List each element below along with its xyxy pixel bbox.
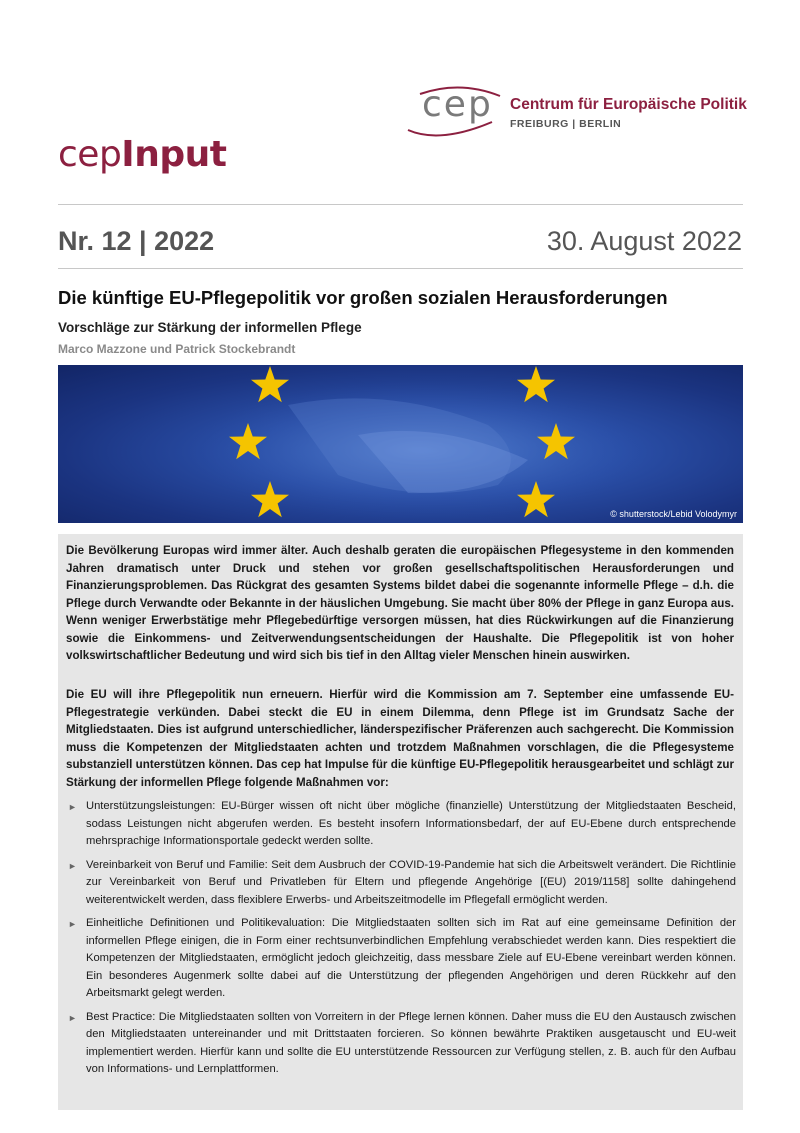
org-cities: FREIBURG | BERLIN [510,118,622,130]
header-divider [58,204,743,205]
bullet-arrow-icon: ► [68,802,77,812]
logo-text: cep [422,84,493,125]
image-credit: © shutterstock/Lebid Volodymyr [610,509,737,519]
eu-stars-icon [58,365,743,523]
list-item [66,915,736,1003]
measures-list [66,798,736,1085]
bullet-text: Vereinbarkeit von Beruf und Familie: Seit dem Ausbruch der COVID-19-Pandemie hat sich die Arbeitswelt verändert. Die Richtlinie zur Vereinbarkeit von Beruf und Privatleben für Eltern und pflegende Angehörige [(EU) 2019/1158] sollte dahingehend weiterentwickelt werden, dass flexiblere Erwerbs- und Arbeitszeitmodelle im Pflegefall ermöglicht werden. [86,858,736,906]
bullet-text: Best Practice: Die Mitgliedstaaten sollten von Vorreitern in der Pflege lernen können. Daher muss die EU den Austausch zwischen den Mitgliedstaaten untereinander und mit Drittstaaten forcieren. So können bewährte Praktiken ausgetauscht und EU-weit implementiert werden. Hierfür kann und sollte die EU unterstützende Ressourcen zur Verfügung stellen, z. B. auch für den Aufbau von Informations- und Lernplattformen. [86,1010,736,1075]
bullet-text: Einheitliche Definitionen und Politikevaluation: Die Mitgliedstaaten sollten sich im Rat auf eine gemeinsame Definition der informellen Pflege einigen, die in Form einer rechtsunverbindlichen Empfehlung verabschiedet werden kann. Dies respektiert die Kompetenzen der Mitgliedstaaten, ermöglicht jedoch gleichzeitig, dass messbare Ziele auf EU-Ebene vereinbart werden können. Ein besonderes Augenmerk sollte dabei auf die Unterstützung der pflegenden Angehörigen und deren Rückkehr auf den Arbeitsmarkt gelegt werden. [86,917,736,999]
org-name: Centrum für Europäische Politik [510,96,747,113]
article-subtitle: Vorschläge zur Stärkung der informellen Pflege [58,320,362,335]
summary-paragraph-2: Die EU will ihre Pflegepolitik nun erneuern. Hierfür wird die Kommission am 7. September eine umfassende EU-Pflegestrategie verkünden. Dabei steckt die EU in einem Dilemma, denn Pflege ist im Grundsatz Sache der Mitgliedstaaten. Dies ist aufgrund unterschiedlicher, länderspezifischer Präferenzen auch sachgerecht. Die Kommission muss die Kompetenzen der Mitgliedstaaten achten und trotzdem Maßnahmen vorschlagen, die die Pflegesysteme substanziell unterstützen können. Das cep hat Impulse für die künftige EU-Pflegepolitik herausgearbeitet und schlägt zur Stärkung der informellen Pflege folgende Maßnahmen vor: [66,688,734,789]
cep-logo [400,82,760,144]
list-item [66,1009,736,1079]
hero-image [58,365,743,523]
brand-prefix: cep [58,134,122,175]
bullet-arrow-icon: ► [68,919,77,929]
list-item [66,798,736,851]
list-item [66,857,736,910]
bullet-arrow-icon: ► [68,1012,77,1023]
bullet-arrow-icon: ► [68,860,77,871]
bullet-text: Unterstützungsleistungen: EU-Bürger wissen oft nicht über mögliche (finanzielle) Unterstützung der Mitgliedstaaten Bescheid, sodass Leistungen nicht abgerufen werden. Es besteht insofern Informationsbedarf, der auf EU-Ebene durch entsprechende mehrsprachige Informationsportale gedeckt werden sollte. [86,800,736,847]
summary-box [58,534,743,1110]
article-authors: Marco Mazzone und Patrick Stockebrandt [58,342,296,356]
issue-divider [58,268,743,269]
summary-paragraph-1: Die Bevölkerung Europas wird immer älter. Auch deshalb geraten die europäischen Pflegesysteme in den kommenden Jahren dramatisch unter Druck und stehen vor großen gesellschaftspolitischen Herausforderungen und Finanzierungsproblemen. Das Rückgrat des gesamten Systems bildet dabei die sogenannte informelle Pflege – d.h. die Pflege durch Verwandte oder Bekannte in der häuslichen Umgebung. Sie macht über 80% der Pflege in ganz Europa aus. Wenn weniger Erwerbstätige mehr Pflegebedürftige versorgen müssen, hat dies Rückwirkungen auf die Finanzierung sowie die Einkommens- und Zeitverwendungsentscheidungen der Haushalte. Die Pflegepolitik ist von hoher volkswirtschaftlicher Bedeutung und wird sich bis tief in den Alltag vieler Menschen hinein auswirken. [66,544,734,662]
brand-suffix: Input [121,134,227,175]
publication-brand [58,134,226,175]
publication-date: 30. August 2022 [546,226,742,256]
article-title: Die künftige EU-Pflegepolitik vor großen sozialen Herausforderungen [58,287,668,308]
issue-number: Nr. 12 | 2022 [58,226,215,256]
